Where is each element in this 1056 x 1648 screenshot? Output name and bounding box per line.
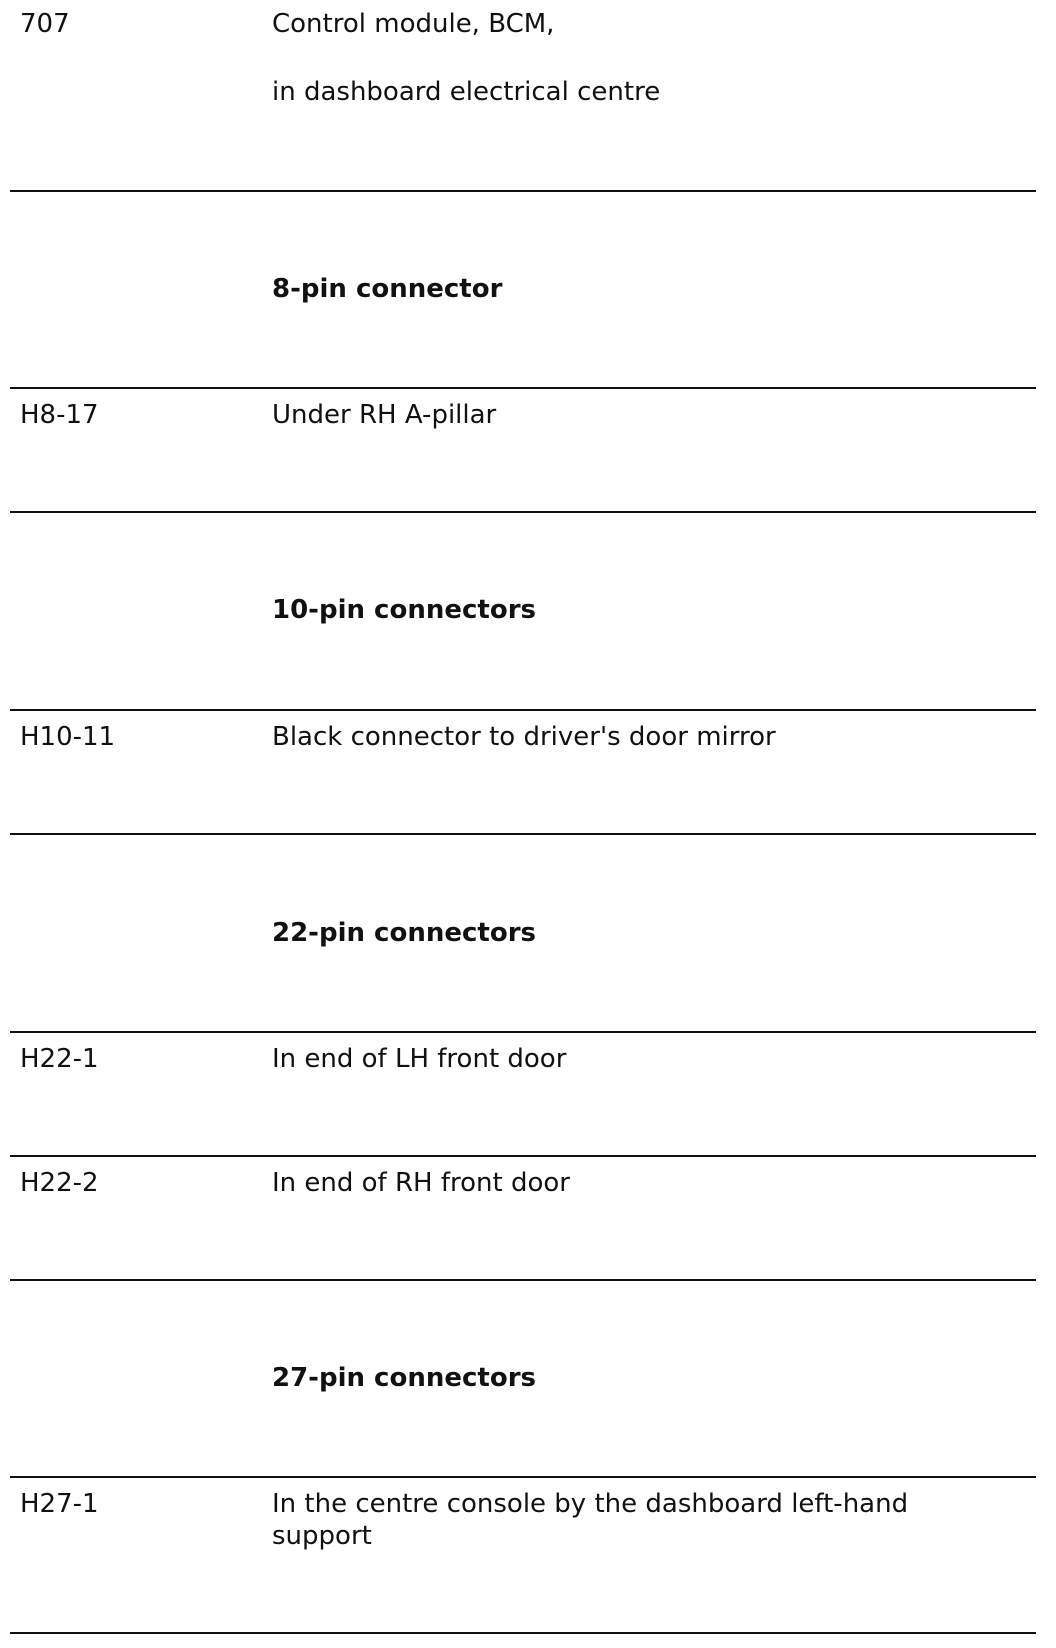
row-divider: [10, 1279, 1036, 1281]
row-divider: [10, 833, 1036, 835]
component-code: 707: [20, 9, 70, 39]
component-description-line-2: in dashboard electrical centre: [272, 77, 661, 107]
section-heading-10-pin: 10-pin connectors: [272, 595, 536, 625]
connector-code: H27-1: [20, 1489, 99, 1519]
connector-code: H10-11: [20, 722, 116, 752]
row-divider: [10, 1155, 1036, 1157]
row-divider: [10, 1031, 1036, 1033]
connector-location: In end of RH front door: [272, 1168, 570, 1198]
row-divider: [10, 1476, 1036, 1478]
connector-location: Black connector to driver's door mirror: [272, 722, 776, 752]
connector-location: In end of LH front door: [272, 1044, 567, 1074]
connector-code: H22-2: [20, 1168, 99, 1198]
connector-code: H22-1: [20, 1044, 99, 1074]
section-heading-22-pin: 22-pin connectors: [272, 918, 536, 948]
connector-location: Under RH A-pillar: [272, 400, 497, 430]
row-divider: [10, 709, 1036, 711]
row-divider: [10, 1632, 1036, 1634]
connector-location: In the centre console by the dashboard left-hand support: [272, 1489, 909, 1551]
connector-code: H8-17: [20, 400, 99, 430]
section-heading-27-pin: 27-pin connectors: [272, 1363, 536, 1393]
section-heading-8-pin: 8-pin connector: [272, 274, 503, 304]
row-divider: [10, 511, 1036, 513]
row-divider: [10, 387, 1036, 389]
row-divider: [10, 190, 1036, 192]
component-description-line-1: Control module, BCM,: [272, 9, 555, 39]
